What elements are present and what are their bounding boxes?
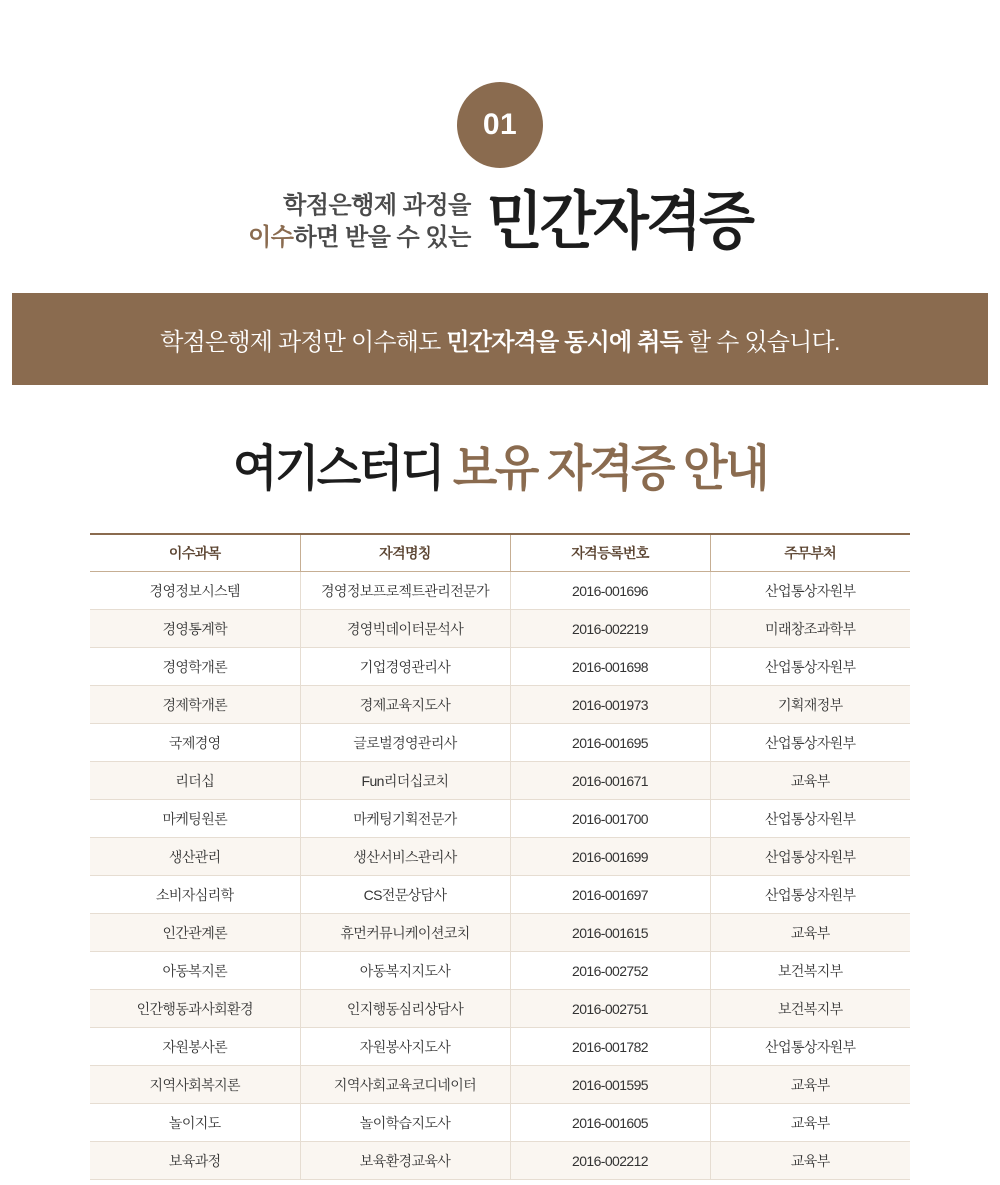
- cell-certname: 경영정보프로젝트관리전문가: [300, 572, 510, 610]
- certificate-table-container: [90, 533, 910, 1180]
- table-row: [90, 876, 910, 914]
- cell-certname: Fun리더십코치: [300, 762, 510, 800]
- headline-line-2: [248, 222, 471, 254]
- cell-regnumber: 2016-002219: [510, 610, 710, 648]
- cell-authority: 산업통상자원부: [710, 838, 910, 876]
- cell-regnumber: 2016-001615: [510, 914, 710, 952]
- cell-subject: 마케팅원론: [90, 800, 300, 838]
- certificate-table: [90, 533, 910, 1180]
- cell-authority: 미래창조과학부: [710, 610, 910, 648]
- table-row: [90, 686, 910, 724]
- cell-subject: 아동복지론: [90, 952, 300, 990]
- cell-subject: 국제경영: [90, 724, 300, 762]
- cell-regnumber: 2016-001700: [510, 800, 710, 838]
- cell-regnumber: 2016-001695: [510, 724, 710, 762]
- table-row: [90, 800, 910, 838]
- table-row: [90, 724, 910, 762]
- table-row: [90, 838, 910, 876]
- cell-subject: 보육과정: [90, 1142, 300, 1180]
- table-row: [90, 952, 910, 990]
- cell-certname: CS전문상담사: [300, 876, 510, 914]
- cell-subject: 소비자심리학: [90, 876, 300, 914]
- cell-certname: 보육환경교육사: [300, 1142, 510, 1180]
- ribbon-prefix: 학점은행제 과정만 이수해도: [160, 328, 447, 356]
- cell-regnumber: 2016-001973: [510, 686, 710, 724]
- cell-authority: 산업통상자원부: [710, 572, 910, 610]
- cell-certname: 생산서비스관리사: [300, 838, 510, 876]
- table-row: [90, 1028, 910, 1066]
- headline-line-1: 학점은행제 과정을: [283, 192, 471, 219]
- table-body: [90, 572, 910, 1180]
- cell-authority: 산업통상자원부: [710, 724, 910, 762]
- cell-subject: 경영통계학: [90, 610, 300, 648]
- cell-regnumber: 2016-001699: [510, 838, 710, 876]
- cell-regnumber: 2016-001605: [510, 1104, 710, 1142]
- cell-subject: 경영정보시스템: [90, 572, 300, 610]
- cell-certname: 경영빅데이터문석사: [300, 610, 510, 648]
- cell-regnumber: 2016-001697: [510, 876, 710, 914]
- page-headline: [0, 186, 1000, 257]
- cell-subject: 생산관리: [90, 838, 300, 876]
- cell-regnumber: 2016-001782: [510, 1028, 710, 1066]
- cell-certname: 휴먼커뮤니케이션코치: [300, 914, 510, 952]
- table-row: [90, 990, 910, 1028]
- table-row: [90, 572, 910, 610]
- cell-regnumber: 2016-001595: [510, 1066, 710, 1104]
- cell-authority: 기획재정부: [710, 686, 910, 724]
- table-row: [90, 1142, 910, 1180]
- table-row: [90, 762, 910, 800]
- column-header-certname: 자격명칭: [300, 534, 510, 572]
- cell-regnumber: 2016-002212: [510, 1142, 710, 1180]
- cell-authority: 교육부: [710, 762, 910, 800]
- section-title-rest: 보유 자격증 안내: [452, 440, 768, 496]
- cell-certname: 기업경영관리사: [300, 648, 510, 686]
- cell-authority: 교육부: [710, 1104, 910, 1142]
- cell-subject: 인간관계론: [90, 914, 300, 952]
- cell-subject: 리더십: [90, 762, 300, 800]
- cell-regnumber: 2016-001698: [510, 648, 710, 686]
- cell-regnumber: 2016-001671: [510, 762, 710, 800]
- cell-certname: 지역사회교육코디네이터: [300, 1066, 510, 1104]
- cell-authority: 교육부: [710, 914, 910, 952]
- cell-authority: 보건복지부: [710, 952, 910, 990]
- cell-subject: 경제학개론: [90, 686, 300, 724]
- cell-authority: 산업통상자원부: [710, 1028, 910, 1066]
- cell-authority: 보건복지부: [710, 990, 910, 1028]
- table-row: [90, 648, 910, 686]
- cell-certname: 글로벌경영관리사: [300, 724, 510, 762]
- cell-authority: 산업통상자원부: [710, 876, 910, 914]
- column-header-authority: 주무부처: [710, 534, 910, 572]
- column-header-subject: 이수과목: [90, 534, 300, 572]
- cell-certname: 놀이학습지도사: [300, 1104, 510, 1142]
- cell-authority: 교육부: [710, 1142, 910, 1180]
- column-header-regnumber: 자격등록번호: [510, 534, 710, 572]
- table-row: [90, 610, 910, 648]
- table-row: [90, 914, 910, 952]
- headline-accent-word: 이수: [248, 223, 294, 251]
- cell-authority: 교육부: [710, 1066, 910, 1104]
- cell-certname: 마케팅기획전문가: [300, 800, 510, 838]
- step-badge-container: [0, 0, 1000, 168]
- cell-regnumber: 2016-002751: [510, 990, 710, 1028]
- section-title: [0, 440, 1000, 496]
- cell-subject: 놀이지도: [90, 1104, 300, 1142]
- cell-authority: 산업통상자원부: [710, 648, 910, 686]
- step-number-badge: 01: [457, 82, 543, 168]
- cell-certname: 아동복지지도사: [300, 952, 510, 990]
- section-title-brand: 여기스터디: [232, 440, 443, 496]
- highlight-ribbon: [12, 293, 988, 385]
- ribbon-suffix: 할 수 있습니다.: [682, 328, 840, 356]
- cell-certname: 자원봉사지도사: [300, 1028, 510, 1066]
- table-header: [90, 534, 910, 572]
- table-row: [90, 1104, 910, 1142]
- headline-line-2-rest: 하면 받을 수 있는: [293, 223, 471, 251]
- headline-emphasis: 민간자격증: [486, 186, 752, 257]
- cell-certname: 인지행동심리상담사: [300, 990, 510, 1028]
- cell-authority: 산업통상자원부: [710, 800, 910, 838]
- cell-regnumber: 2016-001696: [510, 572, 710, 610]
- cell-subject: 자원봉사론: [90, 1028, 300, 1066]
- headline-left-text: [248, 190, 471, 253]
- cell-subject: 경영학개론: [90, 648, 300, 686]
- cell-regnumber: 2016-002752: [510, 952, 710, 990]
- table-header-row: [90, 534, 910, 572]
- ribbon-text: [160, 322, 840, 357]
- cell-subject: 인간행동과사회환경: [90, 990, 300, 1028]
- cell-subject: 지역사회복지론: [90, 1066, 300, 1104]
- cell-certname: 경제교육지도사: [300, 686, 510, 724]
- ribbon-bold: 민간자격을 동시에 취득: [446, 328, 682, 356]
- table-row: [90, 1066, 910, 1104]
